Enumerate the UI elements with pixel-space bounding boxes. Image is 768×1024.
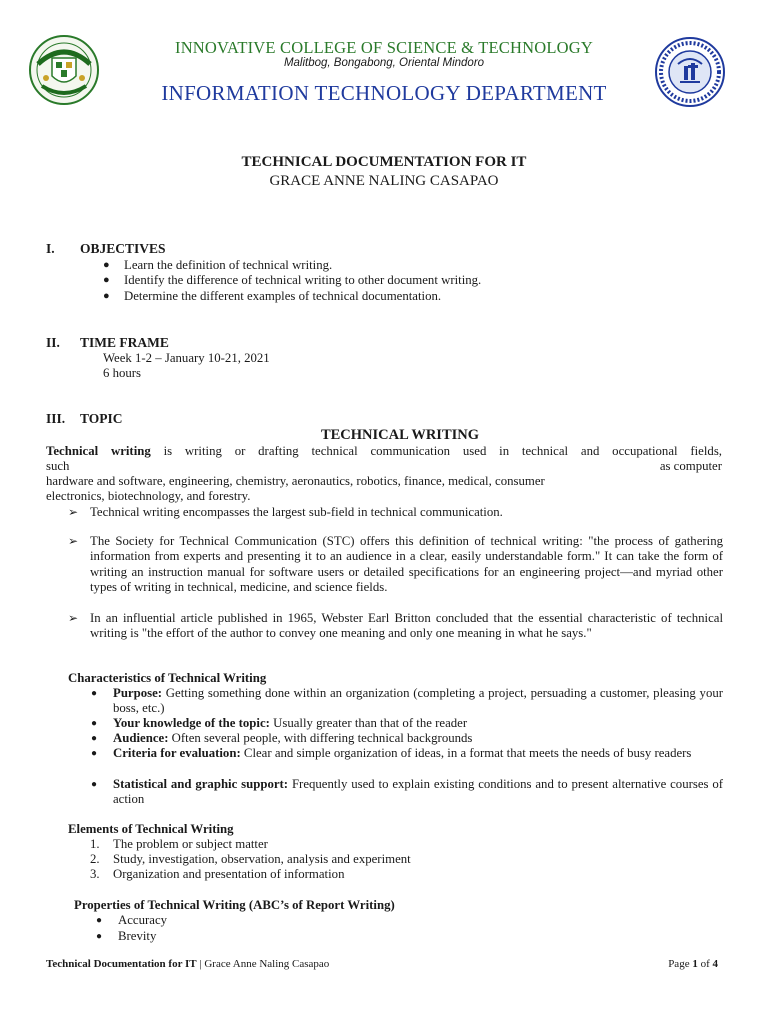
bullet-icon: ● xyxy=(91,688,98,699)
topic-heading: TECHNICAL WRITING xyxy=(320,427,480,443)
footer-author: Grace Anne Naling Casapao xyxy=(204,958,330,970)
it-department-seal-icon xyxy=(654,36,726,108)
element-item: 3. Organization and presentation of information xyxy=(90,867,345,881)
bullet-icon: ● xyxy=(103,289,110,302)
section-label: OBJECTIVES xyxy=(80,241,166,256)
characteristic-item: ● Statistical and graphic support: Frequently used to explain existing conditions and to present alternative courses of action xyxy=(91,777,724,807)
footer-left: Technical Documentation for IT | Grace Anne Naling Casapao xyxy=(46,958,330,970)
property-item: ● Accuracy xyxy=(96,913,168,927)
element-item: 1. The problem or subject matter xyxy=(90,837,268,851)
bullet-icon: ● xyxy=(103,274,110,287)
objectives-list xyxy=(103,258,482,304)
characteristics-heading: Characteristics of Technical Writing xyxy=(68,671,267,685)
intro-term: Technical writing xyxy=(46,444,151,458)
topic-intro-line1 xyxy=(46,444,722,459)
characteristic-item: ● Your knowledge of the topic: Usually greater than that of the reader xyxy=(91,716,468,730)
bullet-icon: ● xyxy=(96,931,103,942)
list-item: ● Learn the definition of technical writing. xyxy=(103,258,333,272)
list-item: ● Determine the different examples of technical documentation. xyxy=(103,288,442,303)
list-item: ● Identify the difference of technical writing to other document writing. xyxy=(103,273,482,288)
arrow-bullet-icon: ➢ xyxy=(68,534,79,548)
property-item: ● Brevity xyxy=(96,929,157,943)
document-author: GRACE ANNE NALING CASAPAO xyxy=(269,173,499,189)
arrow-point: ➢ Technical writing encompasses the largest sub-field in technical communication. xyxy=(68,505,503,519)
characteristic-item: ● Audience: Often several people, with differing technical backgrounds xyxy=(91,731,473,745)
bullet-icon: ● xyxy=(91,733,98,744)
characteristic-item: ● Criteria for evaluation: Clear and simple organization of ideas, in a format that meets the needs of busy readers xyxy=(91,746,692,760)
intro-text: is writing or drafting technical communication used in technical and occupational fields, xyxy=(163,444,722,458)
bullet-icon: ● xyxy=(91,718,98,729)
college-name: INNOVATIVE COLLEGE OF SCIENCE & TECHNOLOGY xyxy=(175,38,593,57)
arrow-point: ➢ The Society for Technical Communication (STC) offers this definition of technical writing: "the process of gathering information from experts and presenting it to an audience in a clear, easily understandable form." It can take the form of writing an instruction manual for software users or detailed specifications for an engineering project—and myriad other types of writing in technical, medicine, and science fields. xyxy=(68,534,723,594)
bullet-icon: ● xyxy=(103,259,110,271)
element-item: 2. Study, investigation, observation, analysis and experiment xyxy=(90,852,411,866)
arrow-bullet-icon: ➢ xyxy=(68,505,79,519)
document-title: TECHNICAL DOCUMENTATION FOR IT xyxy=(241,154,527,170)
topic-intro-line3: hardware and software, engineering, chemistry, aeronautics, robotics, finance, medical, consumer xyxy=(46,474,545,488)
section-number: II. xyxy=(46,335,60,350)
section-objectives-heading xyxy=(46,241,346,259)
time-frame-hours: 6 hours xyxy=(103,366,142,380)
page-number: Page 1 of 4 xyxy=(668,958,718,970)
topic-intro-line4: electronics, biotechnology, and forestry. xyxy=(46,489,251,503)
section-number: III. xyxy=(46,411,66,426)
properties-heading: Properties of Technical Writing (ABC’s of Report Writing) xyxy=(74,898,395,912)
college-address: Malitbog, Bongabong, Oriental Mindoro xyxy=(283,57,485,69)
time-frame-week: Week 1-2 – January 10-21, 2021 xyxy=(103,351,270,365)
section-label: TIME FRAME xyxy=(80,335,169,350)
elements-heading: Elements of Technical Writing xyxy=(68,822,234,836)
characteristic-item: ● Purpose: Getting something done within an organization (completing a project, persuading a customer, pleasing your boss, etc.) xyxy=(91,686,724,716)
section-number: I. xyxy=(46,241,55,256)
footer-doc-title: Technical Documentation for IT xyxy=(46,958,197,970)
bullet-icon: ● xyxy=(96,915,103,926)
department-name: INFORMATION TECHNOLOGY DEPARTMENT xyxy=(161,81,607,105)
topic-intro-line2: such as computer xyxy=(46,459,722,473)
section-label: TOPIC xyxy=(80,411,123,426)
arrow-point: ➢ In an influential article published in 1965, Webster Earl Britton concluded that the essential characteristic of technical writing is "the effort of the author to convey one meaning and only one meaning in what he says." xyxy=(68,611,723,641)
arrow-bullet-icon: ➢ xyxy=(68,611,79,625)
bullet-icon: ● xyxy=(91,779,98,790)
bullet-icon: ● xyxy=(91,748,98,759)
